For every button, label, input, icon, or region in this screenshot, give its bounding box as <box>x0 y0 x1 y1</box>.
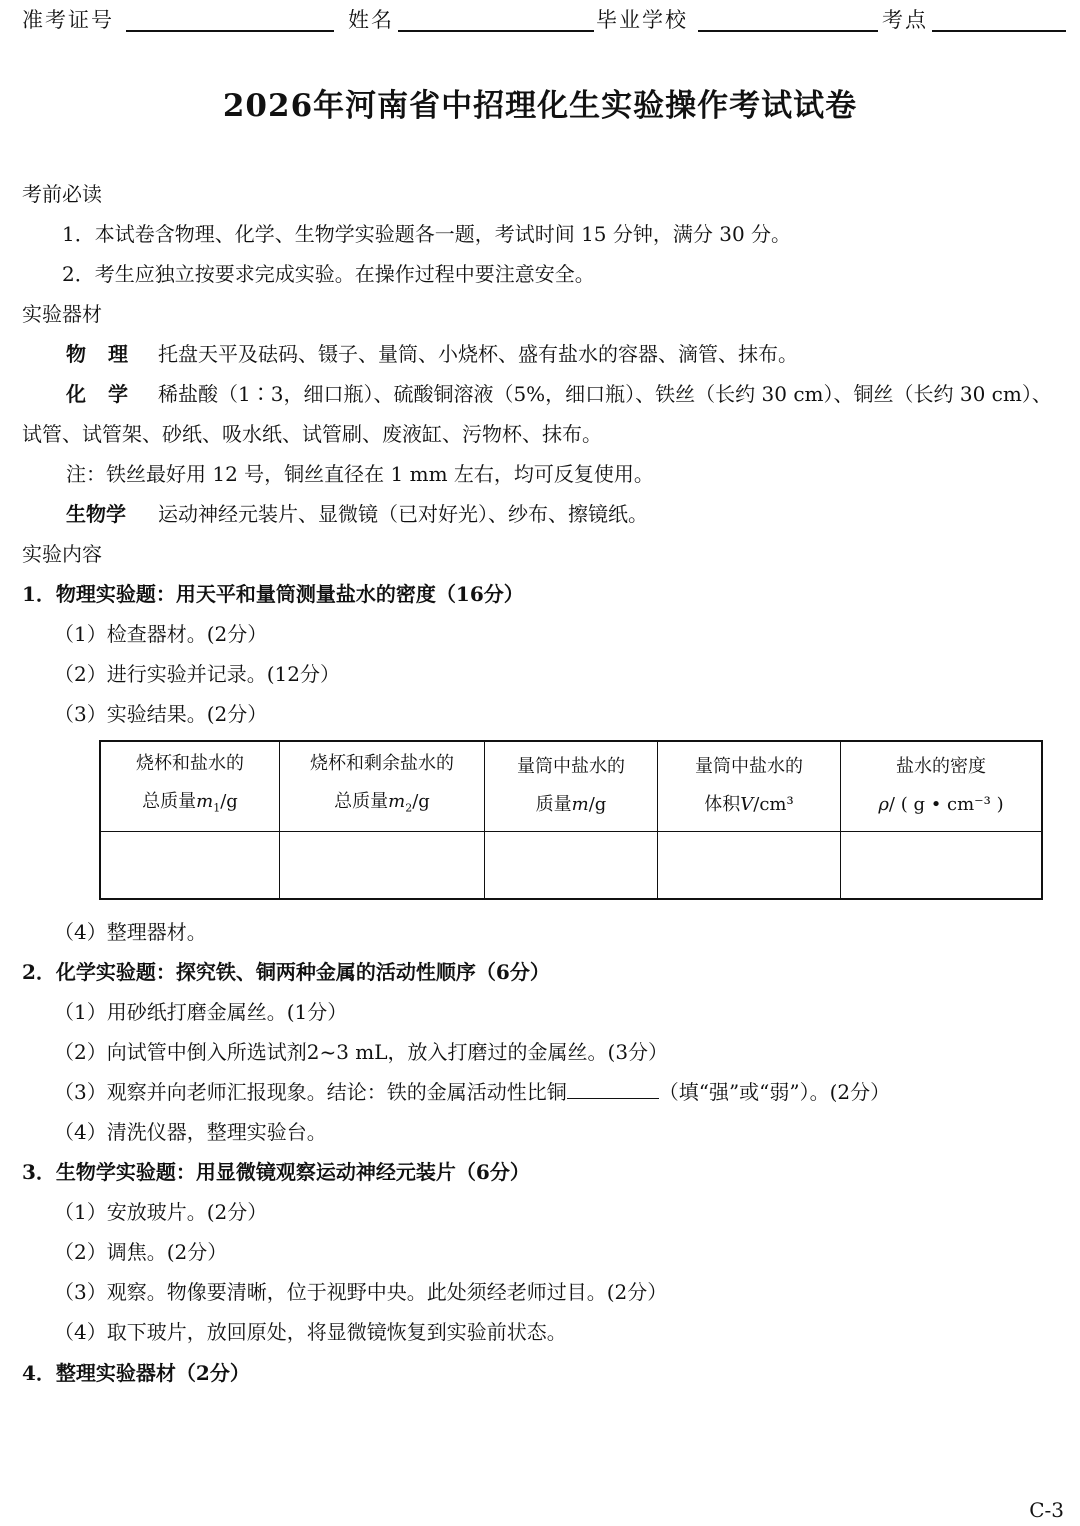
biology-label: 生物学 <box>66 502 126 526</box>
notice-item-1: 1．本试卷含物理、化学、生物学实验题各一题，考试时间 15 分钟，满分 30 分。 <box>62 222 792 246</box>
q2-step-4: （4）清洗仪器，整理实验台。 <box>54 1120 327 1144</box>
physics-text: 托盘天平及砝码、镊子、量筒、小烧杯、盛有盐水的容器、滴管、抹布。 <box>158 342 798 366</box>
answer-cell-volume[interactable] <box>658 831 841 899</box>
school-label: 毕业学校 <box>596 8 688 32</box>
physics-label: 物理 <box>66 342 150 366</box>
question-1-title: 1．物理实验题：用天平和量筒测量盐水的密度（16分） <box>22 582 524 606</box>
answer-cell-salt-water-mass[interactable] <box>485 831 658 899</box>
chemistry-text: 稀盐酸（1∶3，细口瓶）、硫酸铜溶液（5%，细口瓶）、铁丝（长约 30 cm）、铜丝（长约 30 cm）、 <box>158 382 1052 406</box>
page-number: C-3 <box>1029 1498 1064 1522</box>
q1-step-4: （4）整理器材。 <box>54 920 207 944</box>
col-density: 盐水的密度 ρ/ ( g • cm⁻³ ) <box>841 741 1043 831</box>
q2-step-3: （3）观察并向老师汇报现象。结论：铁的金属活动性比铜 （填“强”或“弱”）。(2分） <box>54 1080 891 1104</box>
equipment-note: 注：铁丝最好用 12 号，铜丝直径在 1 mm 左右，均可反复使用。 <box>66 462 654 486</box>
table-header-row <box>100 741 1042 831</box>
name-label: 姓名 <box>348 8 394 32</box>
chemistry-text-continued: 试管、试管架、砂纸、吸水纸、试管刷、废液缸、污物杯、抹布。 <box>22 422 602 446</box>
answer-cell-density[interactable] <box>841 831 1043 899</box>
table-answer-row <box>100 831 1042 899</box>
q2-step-2: （2）向试管中倒入所选试剂2~3 mL，放入打磨过的金属丝。(3分） <box>54 1040 669 1064</box>
notice-item-2: 2．考生应独立按要求完成实验。在操作过程中要注意安全。 <box>62 262 595 286</box>
equipment-chemistry <box>66 378 1052 407</box>
q1-step-1: （1）检查器材。(2分） <box>54 622 268 646</box>
col-volume: 量筒中盐水的 体积V/cm³ <box>658 741 841 831</box>
answer-cell-total-mass[interactable] <box>100 831 280 899</box>
q3-step-3: （3）观察。物像要清晰，位于视野中央。此处须经老师过目。(2分） <box>54 1280 668 1304</box>
q1-step-3: （3）实验结果。(2分） <box>54 702 268 726</box>
biology-text: 运动神经元装片、显微镜（已对好光）、纱布、擦镜纸。 <box>158 502 648 526</box>
answer-blank[interactable] <box>567 1080 659 1099</box>
equipment-heading: 实验器材 <box>22 302 102 326</box>
exam-site-field[interactable] <box>932 30 1066 32</box>
q3-step-4: （4）取下玻片，放回原处，将显微镜恢复到实验前状态。 <box>54 1320 567 1344</box>
admission-number-field[interactable] <box>126 30 334 32</box>
question-2-title: 2．化学实验题：探究铁、铜两种金属的活动性顺序（6分） <box>22 960 550 984</box>
q2-step-1: （1）用砂纸打磨金属丝。(1分） <box>54 1000 348 1024</box>
admission-number-label: 准考证号 <box>22 8 114 32</box>
equipment-physics <box>66 338 798 367</box>
notice-heading: 考前必读 <box>22 182 102 206</box>
exam-site-label: 考点 <box>882 8 928 32</box>
q3-step-2: （2）调焦。(2分） <box>54 1240 228 1264</box>
q1-step-2: （2）进行实验并记录。(12分） <box>54 662 340 686</box>
school-field[interactable] <box>698 30 878 32</box>
chemistry-label: 化学 <box>66 382 150 406</box>
col-salt-water-mass: 量筒中盐水的 质量m/g <box>485 741 658 831</box>
name-field[interactable] <box>398 30 594 32</box>
page-title: 2026年河南省中招理化生实验操作考试试卷 <box>222 88 858 124</box>
question-3-title: 3．生物学实验题：用显微镜观察运动神经元装片（6分） <box>22 1160 530 1184</box>
exam-header <box>22 4 1066 34</box>
col-total-mass: 烧杯和盐水的 总质量$m_1/g$ <box>100 741 280 831</box>
col-remaining-mass: 烧杯和剩余盐水的 总质量$m_2/g$ <box>280 741 485 831</box>
results-table <box>99 740 1043 900</box>
question-4-title: 4．整理实验器材（2分） <box>22 1361 250 1385</box>
answer-cell-remaining-mass[interactable] <box>280 831 485 899</box>
q3-step-1: （1）安放玻片。(2分） <box>54 1200 268 1224</box>
content-heading: 实验内容 <box>22 542 102 566</box>
equipment-biology <box>66 498 648 527</box>
